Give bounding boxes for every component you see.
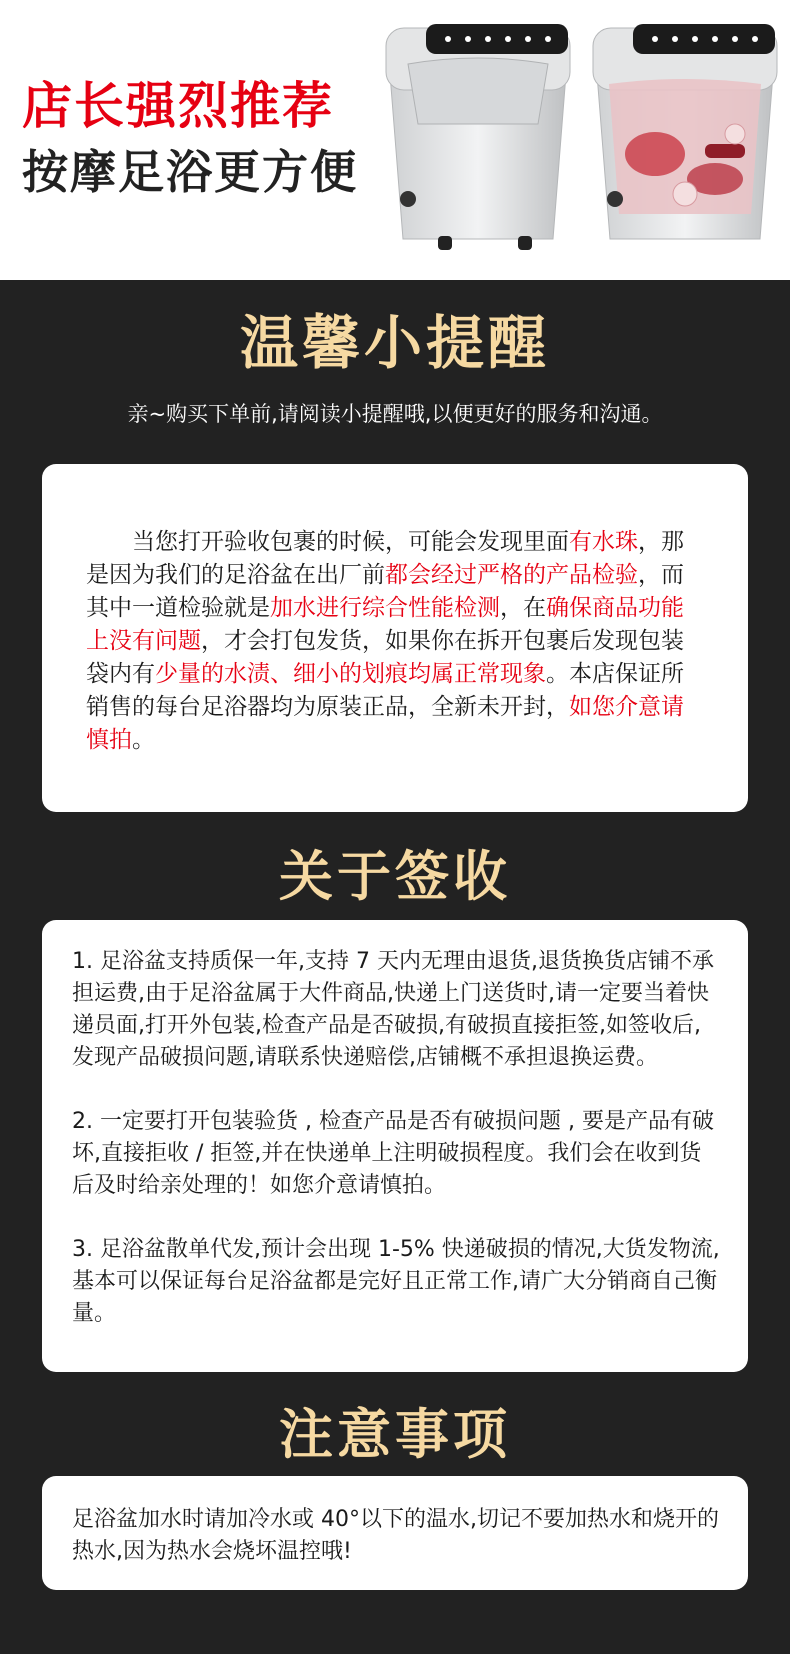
hero-title-recommend: 店长强烈推荐 [22, 77, 334, 135]
reminder-subtitle: 亲~购买下单前,请阅读小提醒哦,以便更好的服务和沟通。 [127, 402, 663, 426]
reminder-highlight: 确保商品功能上没有问题 [86, 595, 684, 654]
hero-title-convenient: 按摩足浴更方便 [22, 145, 358, 199]
signing-item-2: 2. 一定要打开包装验货 , 检查产品是否有破损问题 , 要是产品有破坏,直接拒收 / 拒签,并在快递单上注明破损程度。我们会在收到货后及时给亲处理的！如您介意请慎拍。 [72, 1109, 714, 1198]
reminder-segment: 当您打开验收包裹的时候，可能会发现里面 [132, 529, 569, 555]
signing-item-1: 1. 足浴盆支持质保一年,支持 7 天内无理由退货,退货换货店铺不承担运费,由于足浴盆属于大件商品,快递上门送货时,请一定要当着快递员面,打开外包装,检查产品是否破损,有破损直接拒签,如签收后,发现产品破损问题,请联系快递赔偿,店铺概不承担退换运费。 [72, 949, 714, 1070]
signing-title: 关于签收 [279, 845, 511, 908]
foot-bath-product-image [378, 14, 578, 264]
reminder-segment: 。本店保证所销售的每台足浴器均为原装正品，全新未开封， [86, 661, 684, 720]
reminder-card [42, 464, 748, 812]
reminder-segment: ，在 [500, 595, 546, 621]
reminder-highlight: 少量的水渍、细小的划痕均属正常现象 [155, 661, 546, 687]
reminder-title: 温馨小提醒 [239, 309, 550, 377]
reminder-highlight: 都会经过严格的产品检验 [385, 562, 638, 588]
signing-item-3: 3. 足浴盆散单代发,预计会出现 1-5% 快递破损的情况,大货发物流,基本可以保证每台足浴盆都是完好且正常工作,请广大分销商自己衡量。 [72, 1237, 720, 1326]
reminder-segment: ，才会打包发货，如果你在拆开包裹后发现包装袋内有 [86, 628, 684, 687]
reminder-highlight: 如您介意请慎拍 [86, 694, 684, 753]
signing-card [42, 920, 748, 1372]
notes-text: 足浴盆加水时请加冷水或 40°以下的温水,切记不要加热水和烧开的热水,因为热水会烧坏温控哦! [72, 1507, 719, 1564]
notes-card [42, 1476, 748, 1590]
notes-title: 注意事项 [279, 1403, 511, 1466]
reminder-highlight: 有水珠 [569, 529, 638, 555]
reminder-text [86, 526, 706, 757]
reminder-segment: ，那是因为我们的足浴盆在出厂前 [86, 529, 684, 588]
hero-banner [0, 0, 790, 280]
foot-bath-open-image [585, 14, 785, 264]
reminder-segment: ，而其中一道检验就是 [86, 562, 684, 621]
reminder-highlight: 加水进行综合性能检测 [270, 595, 500, 621]
reminder-segment: 。 [132, 727, 155, 753]
